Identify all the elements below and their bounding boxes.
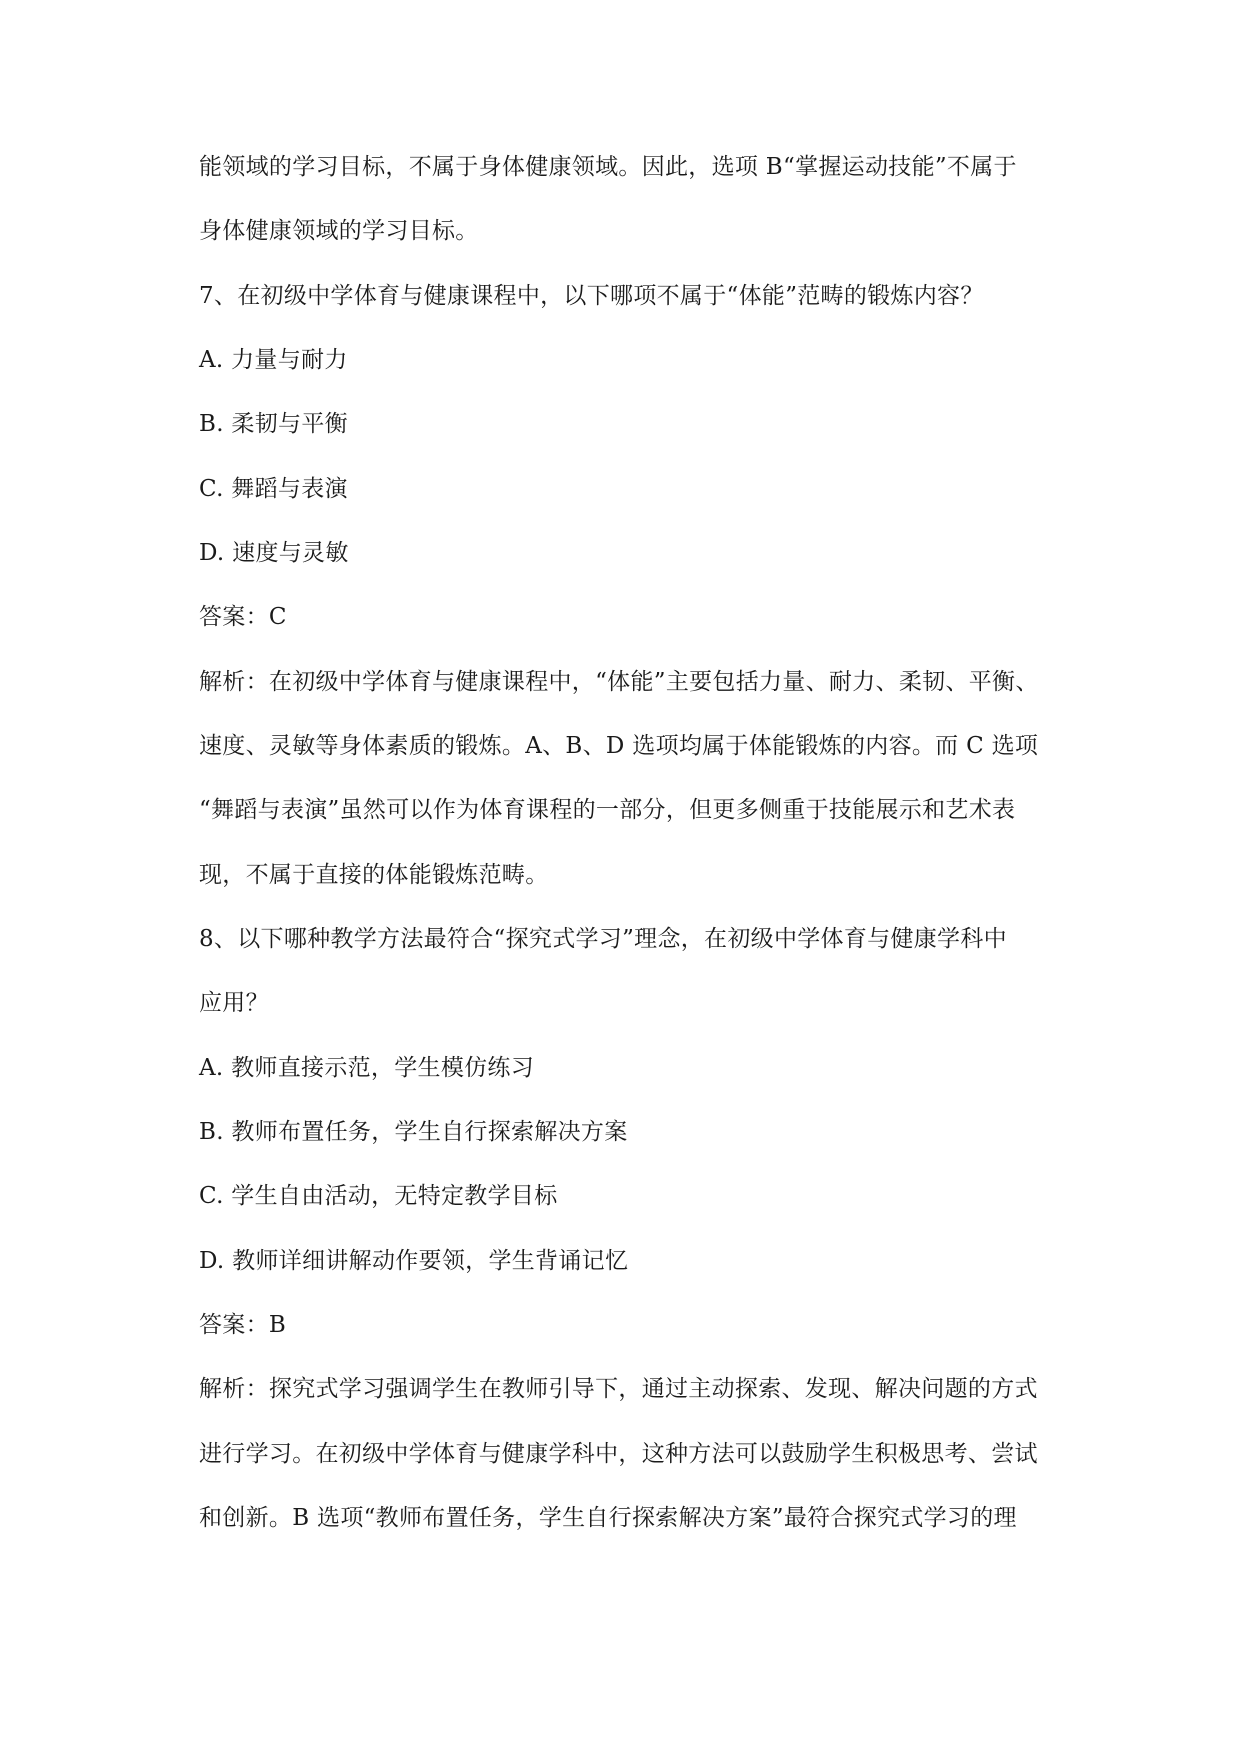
question-7-option-a: A. 力量与耐力: [199, 347, 348, 373]
question-7-analysis-line-4: 现，不属于直接的体能锻炼范畴。: [199, 862, 549, 888]
question-8-line-1: 8、以下哪种教学方法最符合“探究式学习”理念，在初级中学体育与健康学科中: [199, 926, 1007, 952]
question-8-line-2: 应用？: [199, 990, 269, 1016]
question-7-answer: 答案：C: [199, 604, 287, 630]
text-line-1: 能领域的学习目标，不属于身体健康领域。因此，选项 B“掌握运动技能”不属于: [199, 154, 1017, 180]
question-7-analysis-line-2: 速度、灵敏等身体素质的锻炼。A、B、D 选项均属于体能锻炼的内容。而 C 选项: [199, 733, 1039, 759]
question-7-option-d: D. 速度与灵敏: [199, 540, 349, 566]
question-8-analysis-line-2: 进行学习。在初级中学体育与健康学科中，这种方法可以鼓励学生积极思考、尝试: [199, 1441, 1038, 1467]
question-8-option-a: A. 教师直接示范，学生模仿练习: [199, 1055, 535, 1081]
question-7-option-c: C. 舞蹈与表演: [199, 476, 348, 502]
question-8-option-d: D. 教师详细讲解动作要领，学生背诵记忆: [199, 1248, 629, 1274]
question-8-analysis-line-1: 解析：探究式学习强调学生在教师引导下，通过主动探索、发现、解决问题的方式: [199, 1376, 1038, 1402]
question-7: 7、在初级中学体育与健康课程中，以下哪项不属于“体能”范畴的锻炼内容？: [199, 283, 984, 309]
question-7-option-b: B. 柔韧与平衡: [199, 411, 348, 437]
question-8-analysis-line-3: 和创新。B 选项“教师布置任务，学生自行探索解决方案”最符合探究式学习的理: [199, 1505, 1017, 1531]
question-7-analysis-line-1: 解析：在初级中学体育与健康课程中，“体能”主要包括力量、耐力、柔韧、平衡、: [199, 669, 1039, 695]
question-7-analysis-line-3: “舞蹈与表演”虽然可以作为体育课程的一部分，但更多侧重于技能展示和艺术表: [199, 797, 1016, 823]
question-8-option-c: C. 学生自由活动，无特定教学目标: [199, 1183, 558, 1209]
text-line-2: 身体健康领域的学习目标。: [199, 218, 479, 244]
question-8-option-b: B. 教师布置任务，学生自行探索解决方案: [199, 1119, 628, 1145]
question-8-answer: 答案：B: [199, 1312, 287, 1338]
